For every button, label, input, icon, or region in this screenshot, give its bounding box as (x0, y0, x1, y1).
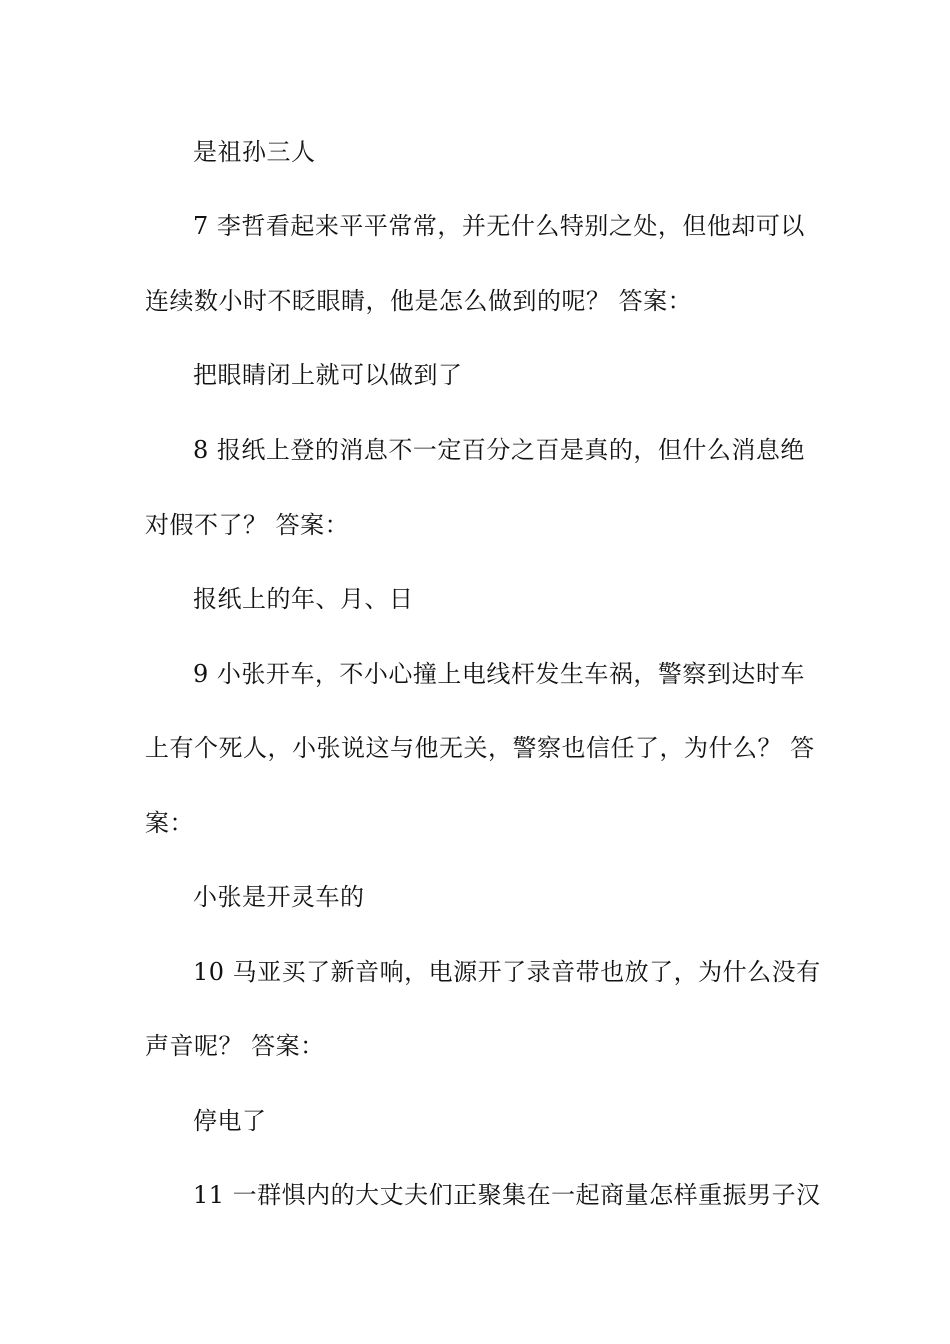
question-9-line-2: 上有个死人，小张说这与他无关，警察也信任了，为什么？ 答 (145, 734, 815, 762)
answer-7-line: 把眼睛闭上就可以做到了 (193, 361, 463, 389)
question-10-line-2: 声音呢？ 答案： (145, 1032, 325, 1060)
question-8-line-2: 对假不了？ 答案： (145, 511, 350, 539)
answer-line: 是祖孙三人 (193, 138, 316, 166)
question-9-line-1: 9 小张开车，不小心撞上电线杆发生车祸，警察到达时车 (193, 660, 805, 688)
question-9-line-3: 案： (145, 809, 194, 837)
answer-9-line: 小张是开灵车的 (193, 883, 365, 911)
question-8-line-1: 8 报纸上登的消息不一定百分之百是真的，但什么消息绝 (193, 436, 805, 464)
question-10-line-1: 10 马亚买了新音响，电源开了录音带也放了，为什么没有 (193, 958, 821, 986)
question-7-line-2: 连续数小时不眨眼睛，他是怎么做到的呢？ 答案： (145, 287, 693, 315)
question-11-line-1: 11 一群惧内的大丈夫们正聚集在一起商量怎样重振男子汉 (193, 1181, 821, 1209)
answer-10-line: 停电了 (193, 1107, 267, 1135)
answer-8-line: 报纸上的年、月、日 (193, 585, 414, 613)
question-7-line-1: 7 李哲看起来平平常常，并无什么特别之处，但他却可以 (193, 212, 805, 240)
